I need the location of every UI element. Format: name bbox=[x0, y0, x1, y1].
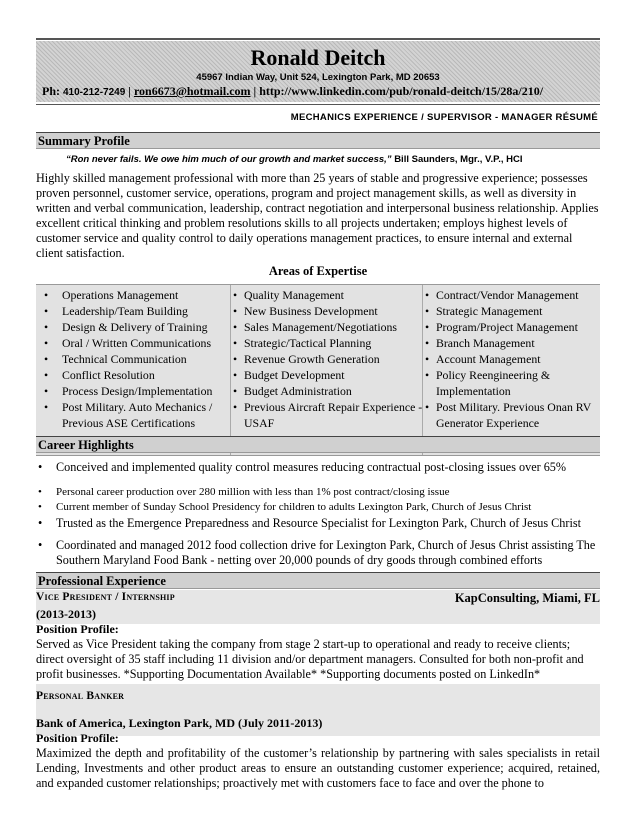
phone-label: Ph: bbox=[42, 84, 60, 98]
job-2-role: Personal Banker bbox=[36, 690, 125, 702]
job-1-company: KapConsulting, Miami, FL bbox=[454, 591, 600, 605]
job-1-dates: (2013-2013) bbox=[36, 607, 96, 621]
list-item: • New Business Development bbox=[233, 303, 423, 319]
job-2-profile-label: Position Profile: bbox=[36, 731, 119, 745]
resume-header bbox=[36, 20, 600, 112]
list-item: • Strategic Management bbox=[425, 303, 601, 319]
resume-page bbox=[36, 20, 600, 790]
job-1-description: Served as Vice President taking the company from stage 2 start-up to operational and ready to receive clients; direct oversight of 35 staff including 11 division and/or department managers. Consulted for both non-profit and profit businesses. *Supporting Documentation Available* *Supporting documents posted on LinkedIn* bbox=[36, 637, 584, 681]
list-item: • Trusted as the Emergence Preparedness and Resource Specialist for Lexington Park, Church of Jesus Christ bbox=[36, 516, 600, 531]
list-item: • Personal career production over 280 million with less than 1% post contract/closing issue bbox=[36, 485, 600, 500]
address: 45967 Indian Way, Unit 524, Lexington Park, MD 20653 bbox=[196, 72, 440, 83]
list-item: • Coordinated and managed 2012 food collection drive for Lexington Park, Church of Jesus Christ assisting The Southern Maryland Food Bank - netting over 20,000 pounds of dry goods through combined efforts bbox=[36, 538, 600, 568]
resume-headline: MECHANICS EXPERIENCE / SUPERVISOR - MANAGER RÉSUMÉ bbox=[290, 112, 598, 123]
list-item: • Policy Reengineering & Implementation bbox=[425, 367, 601, 399]
candidate-name: Ronald Deitch bbox=[250, 45, 386, 70]
list-item: • Conflict Resolution bbox=[44, 367, 234, 383]
list-item: • Oral / Written Communications bbox=[44, 335, 234, 351]
phone-number: 410-212-7249 bbox=[63, 87, 126, 98]
job-1-header bbox=[36, 591, 600, 603]
header-bottom-rule bbox=[36, 104, 600, 105]
list-item: • Quality Management bbox=[233, 287, 423, 303]
list-item: • Technical Communication bbox=[44, 351, 234, 367]
email-link[interactable]: ron6673@hotmail.com bbox=[133, 84, 251, 98]
job-2-description: Maximized the depth and profitability of the customer’s relationship by partnering with sales specialists in retail Lending, Investments and other product areas to ensure an outstanding customer experience; acquired, retained, and expanded customer relationships; proactively met with customers face to face and over the phone to bbox=[36, 746, 600, 790]
expertise-column-3 bbox=[425, 287, 601, 431]
list-item: • Leadership/Team Building bbox=[44, 303, 234, 319]
expertise-grid bbox=[36, 284, 600, 456]
summary-text: Highly skilled management professional with more than 25 years of stable and progressive experience; possesses proven personnel, customer service, operations, program and project management skills, as well as diversity in written and verbal communication, leadership, contract negotiation and interpersonal business relationship. Applies excellent critical thinking and problem resolutions skills to all projects undertaken; employs highest levels of customer service and quality control to daily operations management practices, to ensure internal and external client satisfaction. bbox=[36, 171, 599, 261]
job-2-company: Bank of America, Lexington Park, MD (July 2011-2013) bbox=[36, 716, 323, 730]
list-item: • Budget Development bbox=[233, 367, 423, 383]
list-item: • Previous Aircraft Repair Experience - USAF bbox=[233, 399, 423, 431]
list-item: • Design & Delivery of Training bbox=[44, 319, 234, 335]
list-item: • Conceived and implemented quality control measures reducing contractual post-closing issues over 65% bbox=[36, 460, 600, 475]
section-career-title: Career Highlights bbox=[36, 436, 600, 453]
list-item: • Current member of Sunday School Presidency for children to adults Lexington Park, Church of Jesus Christ bbox=[36, 500, 600, 515]
job-2-header bbox=[36, 690, 600, 702]
expertise-column-1 bbox=[44, 287, 234, 431]
list-item: • Branch Management bbox=[425, 335, 601, 351]
list-item: • Operations Management bbox=[44, 287, 234, 303]
quote-author: Bill Saunders, Mgr., V.P., HCI bbox=[394, 154, 523, 165]
job-1-profile-label: Position Profile: bbox=[36, 622, 119, 636]
list-item: • Budget Administration bbox=[233, 383, 423, 399]
expertise-column-2 bbox=[233, 287, 423, 431]
list-item: • Process Design/Implementation bbox=[44, 383, 234, 399]
contact-line: Ph: 410-212-7249 | ron6673@hotmail.com | http://www.linkedin.com/pub/ronald-deitch/15/28a/210/ bbox=[42, 84, 544, 98]
quote-text: “Ron never fails. We owe him much of our growth and market success,” bbox=[66, 154, 392, 165]
testimonial-quote bbox=[66, 154, 606, 165]
list-item: • Post Military. Previous Onan RV Generator Experience bbox=[425, 399, 601, 431]
job-1-role: Vice President / Internship bbox=[36, 591, 175, 603]
expertise-title: Areas of Expertise bbox=[268, 264, 368, 278]
list-item: • Account Management bbox=[425, 351, 601, 367]
list-item: • Strategic/Tactical Planning bbox=[233, 335, 423, 351]
list-item: • Revenue Growth Generation bbox=[233, 351, 423, 367]
linkedin-link[interactable]: http://www.linkedin.com/pub/ronald-deitch/15/28a/210/ bbox=[259, 84, 544, 98]
header-top-rule bbox=[36, 38, 600, 40]
list-item: • Sales Management/Negotiations bbox=[233, 319, 423, 335]
section-experience-title: Professional Experience bbox=[36, 572, 600, 589]
section-summary-title: Summary Profile bbox=[36, 132, 600, 149]
list-item: • Contract/Vendor Management bbox=[425, 287, 601, 303]
list-item: • Post Military. Auto Mechanics / Previous ASE Certifications bbox=[44, 399, 234, 431]
list-item: • Program/Project Management bbox=[425, 319, 601, 335]
